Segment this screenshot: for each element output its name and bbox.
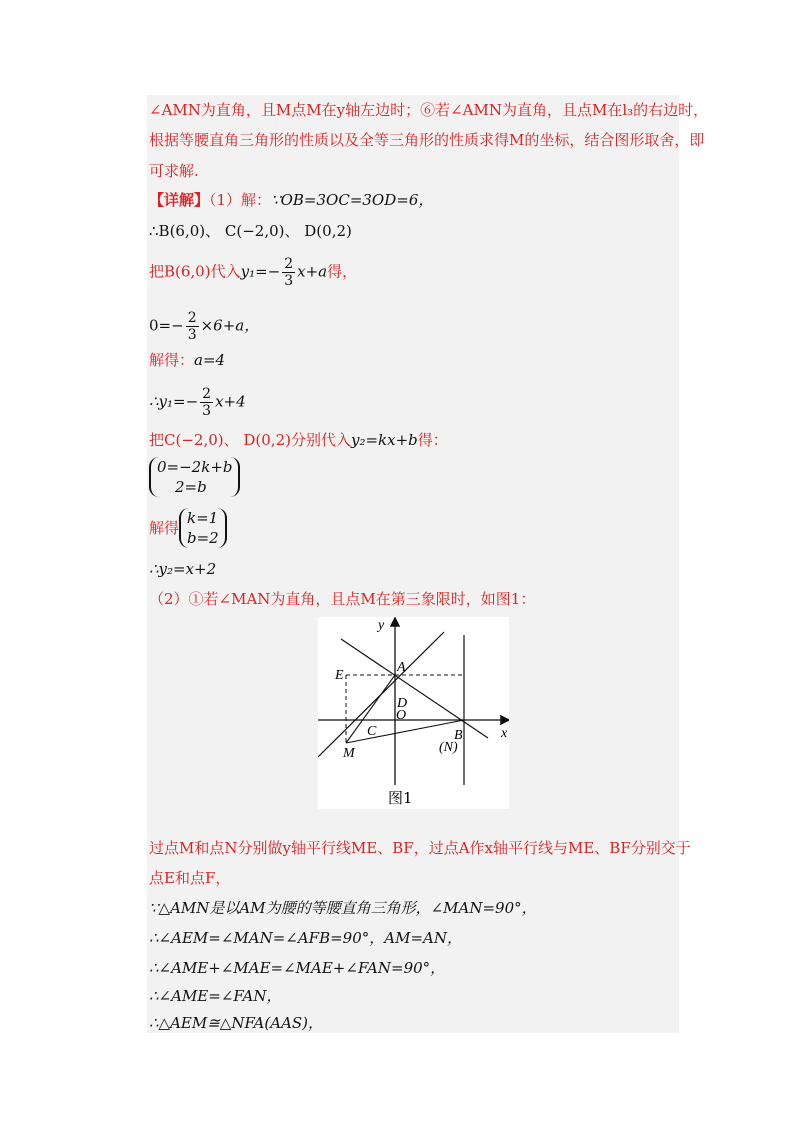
text-line-3: 可求解. <box>149 162 199 180</box>
substitution-prefix: 把B(6,0)代入 <box>149 262 241 281</box>
fraction-two-thirds-3 <box>200 386 213 419</box>
system2-row2: b=2 <box>187 529 219 547</box>
solve-a-line <box>149 350 225 370</box>
label-e: E <box>335 668 344 683</box>
coords-line: ∴B(6,0)、 C(−2,0)、 D(0,2) <box>149 222 352 240</box>
fraction-two-thirds-2 <box>186 310 199 343</box>
text-line-1: ∠AMN为直角，且M点M在y轴左边时；⑥若∠AMN为直角，且点M在l₃的右边时， <box>149 101 709 119</box>
system1-row2: 2=b <box>175 478 207 496</box>
part2-heading: （2）①若∠MAN为直角，且点M在第三象限时，如图1： <box>149 590 536 608</box>
system1-line <box>149 457 240 497</box>
substitution2-eq: y₂=kx+b <box>350 431 418 449</box>
detail-part: （1）解： <box>209 191 272 209</box>
solve-value: a=4 <box>194 351 226 369</box>
detail-equation: ∵OB=3OC=3OD=6， <box>271 191 434 209</box>
proof-line-3: ∴∠AME+∠MAE=∠MAE+∠FAN=90°， <box>149 959 446 977</box>
fraction-numerator: 2 <box>202 386 212 402</box>
detail-line <box>149 190 433 210</box>
eq0-rhs: ×6+a， <box>200 316 260 335</box>
proof-line-4: ∴∠AME=∠FAN， <box>149 987 282 1005</box>
substitution2-line <box>149 430 448 450</box>
substitution-line <box>149 256 357 289</box>
label-m: M <box>343 746 355 761</box>
detail-label: 【详解】 <box>149 191 210 209</box>
fraction-denominator: 3 <box>187 327 197 343</box>
substitution-eq-lhs: y₁=− <box>240 262 281 281</box>
system1-row1: 0=−2k+b <box>157 458 233 476</box>
proof-line-2: ∴∠AEM=∠MAN=∠AFB=90°，AM=AN， <box>149 929 462 947</box>
fraction-numerator: 2 <box>187 310 197 326</box>
substitution2-prefix: 把C(−2,0)、 D(0,2)分别代入 <box>149 431 351 449</box>
label-a: A <box>397 660 406 675</box>
equation-zero-line <box>149 310 259 343</box>
y1-result-line <box>149 386 246 419</box>
solve2-label: 解得 <box>149 519 180 537</box>
figure-svg <box>318 617 509 809</box>
solve-label: 解得： <box>149 351 195 369</box>
system2-line <box>149 508 227 548</box>
construction-line-1: 过点M和点N分别做y轴平行线ME、BF，过点A作x轴平行线与ME、BF分别交于 <box>149 839 691 857</box>
label-n: (N) <box>439 740 458 755</box>
construction-line-2: 点E和点F， <box>149 869 231 887</box>
y2-result-line: ∴y₂=x+2 <box>149 560 217 578</box>
fraction-two-thirds <box>282 256 295 289</box>
y1-lhs: ∴y₁=− <box>149 392 199 411</box>
proof-line-1: ∵△AMN是以AM为腰的等腰直角三角形，∠MAN=90°， <box>149 899 537 917</box>
label-y: y <box>378 618 385 633</box>
substitution2-suffix: 得： <box>417 431 448 449</box>
label-c: C <box>367 724 377 739</box>
system-of-equations-1 <box>149 457 240 497</box>
proof-line-5: ∴△AEM≅△NFA(AAS)， <box>149 1014 324 1032</box>
substitution-suffix: 得， <box>327 262 358 281</box>
substitution-eq-rhs: x+a <box>297 262 328 281</box>
geometry-figure <box>318 617 509 809</box>
fraction-denominator: 3 <box>202 403 212 419</box>
system2-row1: k=1 <box>187 509 219 527</box>
text-line-2: 根据等腰直角三角形的性质以及全等三角形的性质求得M的坐标，结合图形取舍，即 <box>149 131 705 149</box>
figure-caption: 图1 <box>388 789 413 807</box>
label-b: B <box>454 728 463 743</box>
fraction-numerator: 2 <box>284 256 294 272</box>
y1-rhs: x+4 <box>215 392 246 411</box>
fraction-denominator: 3 <box>284 273 294 289</box>
label-o: O <box>396 708 407 723</box>
label-d: D <box>397 696 408 711</box>
label-x: x <box>501 726 508 741</box>
line-l1 <box>341 639 488 738</box>
eq0-lhs: 0=− <box>149 316 184 335</box>
system-of-equations-2 <box>179 508 227 548</box>
